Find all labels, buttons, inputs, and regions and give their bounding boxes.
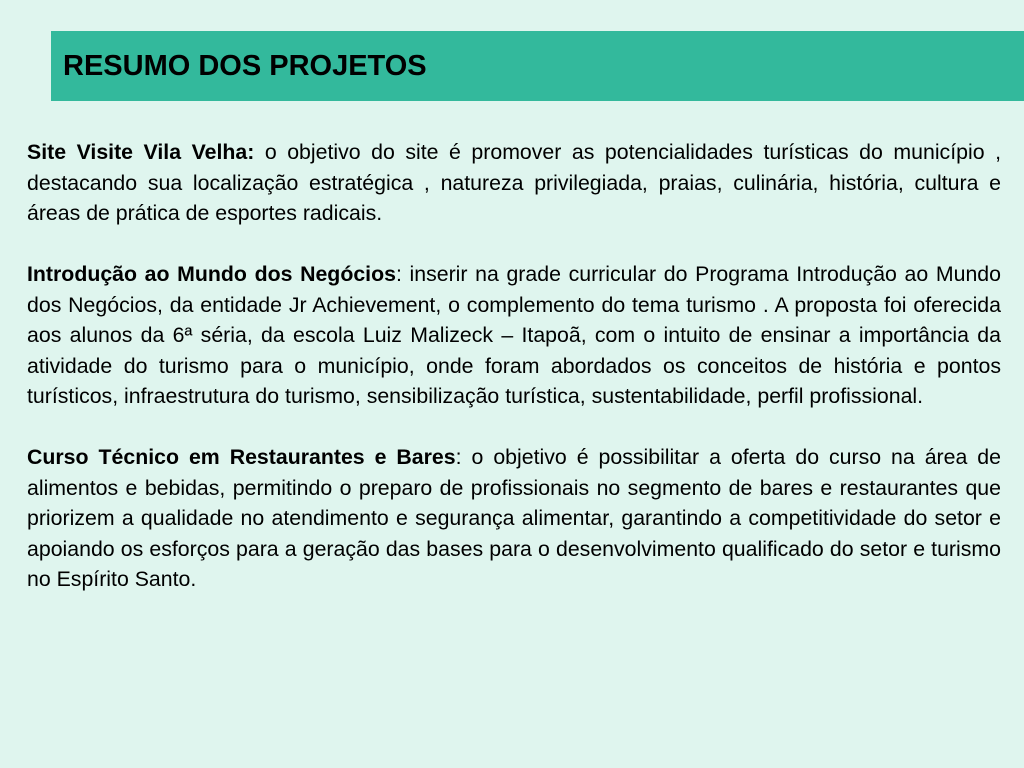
- project-heading: Curso Técnico em Restaurantes e Bares: [27, 445, 456, 469]
- project-paragraph-site-visite: [27, 137, 1001, 229]
- project-paragraph-curso-tecnico: [27, 442, 1001, 595]
- project-description: o objetivo do site é promover as potencialidades turísticas do município , destacando sua localização estratégica , natureza privilegiada, praias, culinária, história, cultura e áreas de prática de esportes radicais.: [27, 140, 1001, 225]
- title-bar: [51, 31, 1024, 101]
- project-description: : o objetivo é possibilitar a oferta do curso na área de alimentos e bebidas, permitindo o preparo de profissionais no segmento de bares e restaurantes que priorizem a qualidade no atendimento e segurança alimentar, garantindo a competitividade do setor e apoiando os esforços para a geração das bases para o desenvolvimento qualificado do setor e turismo no Espírito Santo.: [27, 445, 1001, 591]
- project-heading: Introdução ao Mundo dos Negócios: [27, 262, 396, 286]
- slide-content: [27, 137, 1001, 625]
- slide-title: RESUMO DOS PROJETOS: [63, 49, 427, 82]
- project-paragraph-introducao: [27, 259, 1001, 412]
- project-heading: Site Visite Vila Velha:: [27, 140, 255, 164]
- project-description: : inserir na grade curricular do Programa Introdução ao Mundo dos Negócios, da entidade Jr Achievement, o complemento do tema turismo . A proposta foi oferecida aos alunos da 6ª séria, da escola Luiz Malizeck – Itapoã, com o intuito de ensinar a importância da atividade do turismo para o município, onde foram abordados os conceitos de história e pontos turísticos, infraestrutura do turismo, sensibilização turística, sustentabilidade, perfil profissional.: [27, 262, 1001, 408]
